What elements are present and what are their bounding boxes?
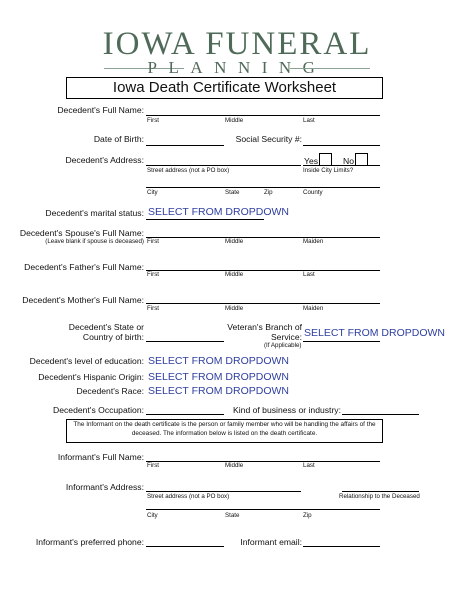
informant-name-field[interactable] [146, 461, 380, 462]
middle-sublabel: Middle [225, 117, 244, 124]
inside-city-sublabel: Inside City Limits? [303, 167, 354, 174]
informant-first-sublabel: First [147, 462, 160, 469]
full-name-field[interactable] [146, 115, 380, 116]
informant-name-label: Informant's Full Name: [57, 452, 144, 462]
dob-label: Date of Birth: [93, 134, 144, 144]
state-birth-label-2: Country of birth: [82, 332, 144, 342]
email-field[interactable] [303, 546, 380, 547]
spouse-field[interactable] [146, 237, 380, 238]
mother-maiden-sublabel: Maiden [303, 305, 324, 312]
marital-underline [146, 219, 264, 220]
state-birth-field[interactable] [146, 341, 224, 342]
state-sublabel: State [225, 189, 240, 196]
marital-label: Decedent's marital status: [45, 208, 144, 218]
race-dropdown[interactable]: SELECT FROM DROPDOWN [148, 385, 289, 397]
dob-field[interactable] [146, 145, 224, 146]
spouse-label: Decedent's Spouse's Full Name: [19, 228, 144, 238]
informant-address-label: Informant's Address: [65, 482, 144, 492]
mother-label: Decedent's Mother's Full Name: [22, 295, 144, 305]
no-label: No [343, 156, 354, 166]
hispanic-dropdown[interactable]: SELECT FROM DROPDOWN [148, 371, 289, 383]
full-name-label: Decedent's Full Name: [57, 105, 144, 115]
father-last-sublabel: Last [303, 271, 315, 278]
business-field[interactable] [342, 414, 419, 415]
last-sublabel: Last [303, 117, 315, 124]
informant-city-sublabel: City [147, 512, 158, 519]
father-first-sublabel: First [147, 271, 160, 278]
state-birth-label-1: Decedent's State or [68, 322, 144, 332]
address-street-field[interactable] [146, 165, 301, 166]
education-label: Decedent's level of education: [29, 356, 144, 366]
logo-title: IOWA FUNERAL [102, 26, 372, 62]
ssn-label: Social Security #: [235, 134, 302, 144]
informant-street-sublabel: Street address (not a PO box) [147, 493, 230, 500]
street-sublabel: Street address (not a PO box) [147, 167, 230, 174]
informant-city-field[interactable] [146, 509, 380, 510]
address-label: Decedent's Address: [65, 155, 144, 165]
father-label: Decedent's Father's Full Name: [24, 262, 144, 272]
informant-middle-sublabel: Middle [225, 462, 244, 469]
address-city-field[interactable] [146, 187, 380, 188]
mother-middle-sublabel: Middle [225, 305, 244, 312]
city-sublabel: City [147, 189, 158, 196]
informant-street-field[interactable] [146, 491, 301, 492]
hispanic-label: Decedent's Hispanic Origin: [38, 372, 144, 382]
spouse-first-sublabel: First [147, 238, 160, 245]
race-label: Decedent's Race: [76, 386, 144, 396]
page-title: Iowa Death Certificate Worksheet [66, 77, 383, 99]
inside-city-line [303, 165, 380, 166]
email-label: Informant email: [240, 537, 302, 547]
if-applicable-note: (If Applicable) [264, 342, 302, 349]
veteran-dropdown[interactable]: SELECT FROM DROPDOWN [304, 327, 445, 339]
informant-zip-sublabel: Zip [303, 512, 312, 519]
business-label: Kind of business or industry: [233, 405, 341, 415]
spouse-maiden-sublabel: Maiden [303, 238, 324, 245]
veteran-label-1: Veteran's Branch of [227, 322, 302, 332]
yes-label: Yes [304, 156, 319, 166]
relationship-field[interactable] [342, 491, 419, 492]
logo-subtitle: PLANNING [147, 58, 327, 77]
education-dropdown[interactable]: SELECT FROM DROPDOWN [148, 355, 289, 367]
informant-state-sublabel: State [225, 512, 240, 519]
father-middle-sublabel: Middle [225, 271, 244, 278]
mother-first-sublabel: First [147, 305, 160, 312]
first-sublabel: First [147, 117, 160, 124]
informant-last-sublabel: Last [303, 462, 315, 469]
veteran-label-2: Service: [270, 332, 302, 342]
mother-field[interactable] [146, 303, 380, 304]
marital-dropdown[interactable]: SELECT FROM DROPDOWN [148, 206, 289, 218]
spouse-middle-sublabel: Middle [225, 238, 244, 245]
phone-label: Informant's preferred phone: [35, 537, 144, 547]
phone-field[interactable] [146, 546, 224, 547]
relationship-sublabel: Relationship to the Deceased [339, 493, 420, 500]
occupation-label: Decedent's Occupation: [53, 405, 144, 415]
occupation-field[interactable] [146, 414, 224, 415]
spouse-note: (Leave blank if spouse is deceased) [45, 238, 144, 245]
logo-rule-right [290, 68, 370, 69]
father-field[interactable] [146, 270, 380, 271]
county-sublabel: County [303, 189, 323, 196]
ssn-field[interactable] [303, 145, 380, 146]
veteran-underline [303, 341, 380, 342]
informant-note-box: The Informant on the death certificate is the person or family member who will be handling the affairs of the deceased. The information below is listed on the death certificate. [66, 419, 383, 443]
zip-sublabel: Zip [264, 189, 273, 196]
